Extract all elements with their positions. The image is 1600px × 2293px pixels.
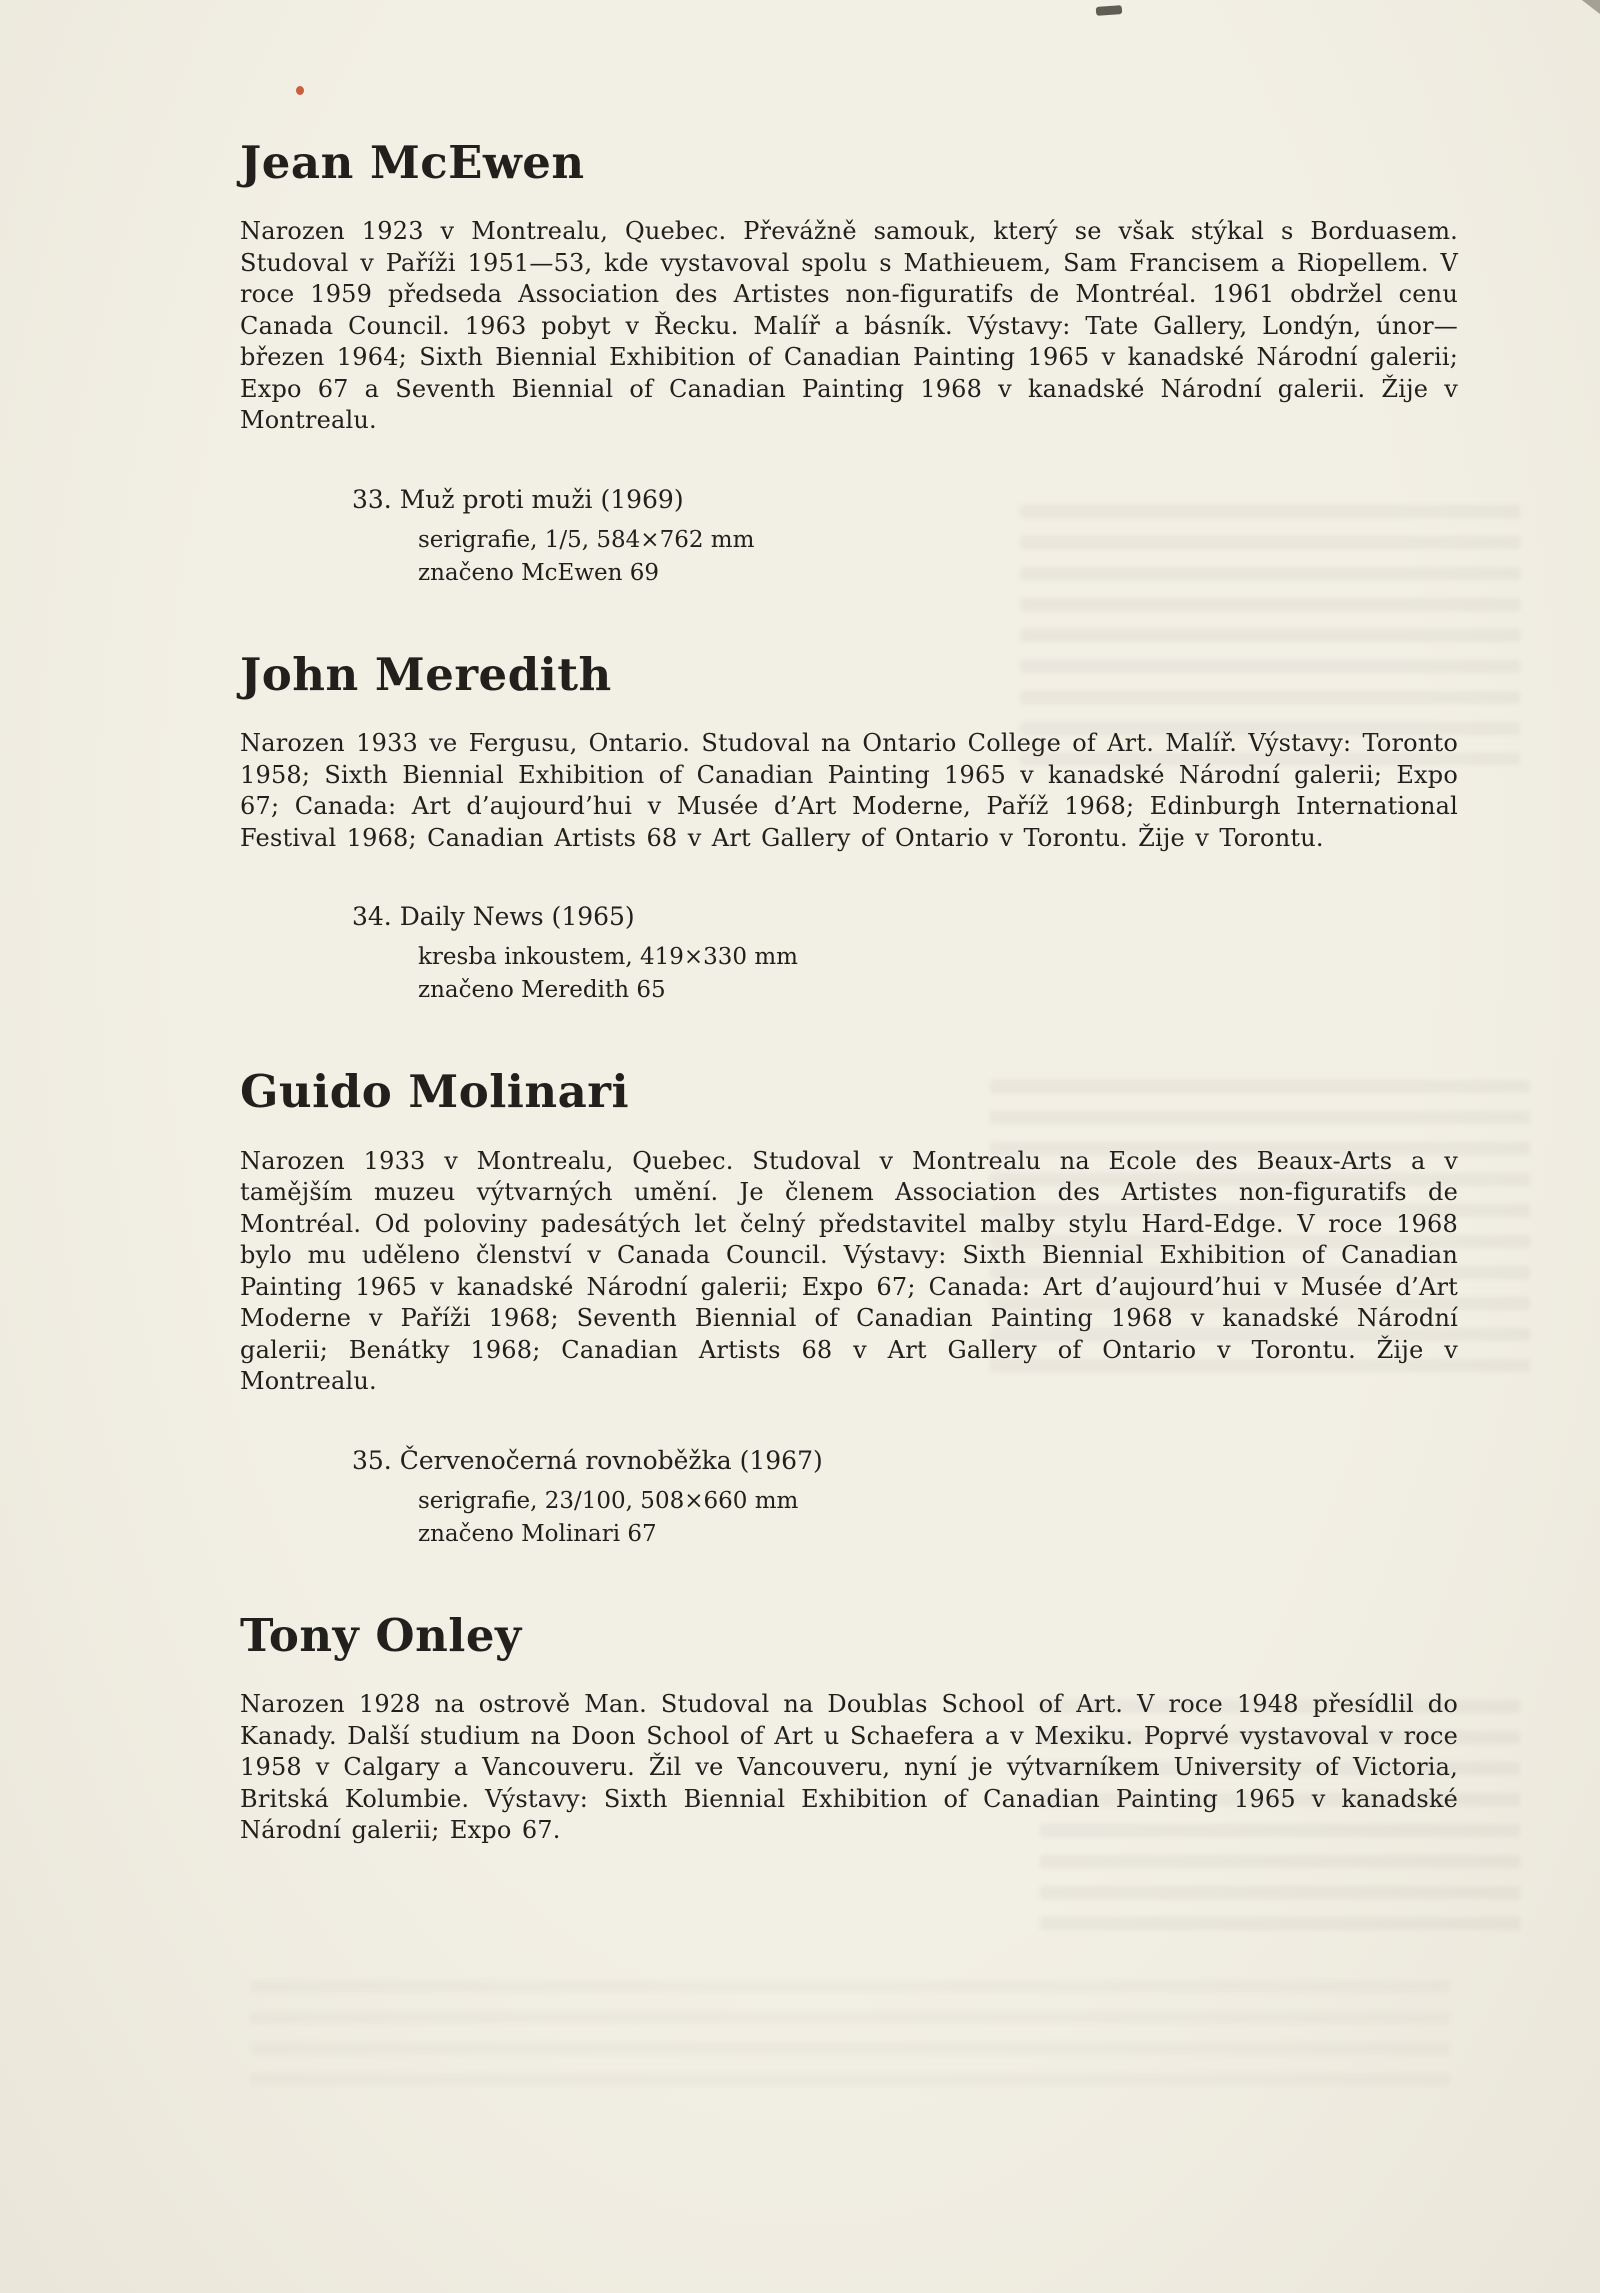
artist-heading: Jean McEwen [240,136,585,189]
artist-section-mcewen [240,138,1458,590]
entry-detail: kresba inkoustem, 419×330 mm [418,944,798,971]
artist-bio: Narozen 1933 ve Fergusu, Ontario. Studoval na Ontario College of Art. Malíř. Výstavy: Toronto 1958; Sixth Biennial Exhibition of Canadian Painting 1965 v kanadské Národní galerii; Expo 67; Canada: Art d’aujourd’hui v Musée d’Art Moderne, Paříž 1968; Edinburgh International Festival 1968; Canadian Artists 68 v Art Gallery of Ontario v Torontu. Žije v Torontu. [240,729,1458,852]
catalog-entry [352,1444,1458,1551]
dark-ink-speck [1096,5,1123,16]
artist-bio: Narozen 1933 v Montrealu, Quebec. Studoval v Montrealu na Ecole des Beaux-Arts a v tamějším muzeu výtvarných umění. Je členem Association des Artistes non-figuratifs de Montréal. Od poloviny padesátých let čelný představitel malby stylu Hard-Edge. V roce 1968 bylo mu uděleno členství v Canada Council. Výstavy: Sixth Biennial Exhibition of Canadian Painting 1965 v kanadské Národní galerii; Expo 67; Canada: Art d’aujourd’hui v Musée d’Art Moderne v Paříži 1968; Seventh Biennial of Canadian Painting 1968 v kanadské Národní galerii; Benátky 1968; Canadian Artists 68 v Art Gallery of Ontario v Torontu. Žije v Montrealu. [240,1146,1458,1396]
artist-bio: Narozen 1928 na ostrově Man. Studoval na Doublas School of Art. V roce 1948 přesídlil do Kanady. Další studium na Doon School of Art u Schaefera a v Mexiku. Poprvé vystavoval v roce 1958 v Calgary a Vancouveru. Žil ve Vancouveru, nyní je výtvarníkem University of Victoria, Britská Kolumbie. Výstavy: Sixth Biennial Exhibition of Canadian Painting 1965 v kanadské Národní galerii; Expo 67. [240,1690,1458,1845]
entry-detail: serigrafie, 1/5, 584×762 mm [418,526,755,553]
catalog-entry [352,483,1458,590]
entry-detail: značeno McEwen 69 [418,559,660,586]
artist-bio: Narozen 1923 v Montrealu, Quebec. Převážně samouk, který se však stýkal s Borduasem. Studoval v Paříži 1951—53, kde vystavoval spolu s Mathieuem, Sam Francisem a Riopellem. V roce 1959 předseda Association des Artistes non-figuratifs de Montréal. 1961 obdržel cenu Canada Council. 1963 pobyt v Řecku. Malíř a básník. Výstavy: Tate Gallery, Londýn, únor—březen 1964; Sixth Biennial Exhibition of Canadian Painting 1965 v kanadské Národní galerii; Expo 67 a Seventh Biennial of Canadian Painting 1968 v kanadské Národní galerii. Žije v Montrealu. [240,217,1458,435]
artist-section-molinari [240,1067,1458,1550]
catalog-entry [352,900,1458,1007]
entry-title: 34. Daily News (1965) [352,902,635,932]
artist-heading: Guido Molinari [240,1065,630,1119]
artist-heading: John Meredith [240,647,612,701]
red-ink-speck [296,86,304,95]
artist-section-onley [240,1608,1458,1847]
entry-detail: značeno Meredith 65 [418,977,666,1004]
entry-detail: serigrafie, 23/100, 508×660 mm [418,1487,799,1514]
artist-section-meredith [240,647,1458,1007]
text-block [240,138,1458,1847]
entry-detail: značeno Molinari 67 [418,1520,657,1547]
page-showthrough [250,1980,1450,2100]
entry-title: 33. Muž proti muži (1969) [352,484,684,514]
entry-title: 35. Červenočerná rovnoběžka (1967) [352,1445,823,1475]
artist-heading: Tony Onley [240,1608,522,1662]
corner-scan-mark [1574,0,1600,14]
